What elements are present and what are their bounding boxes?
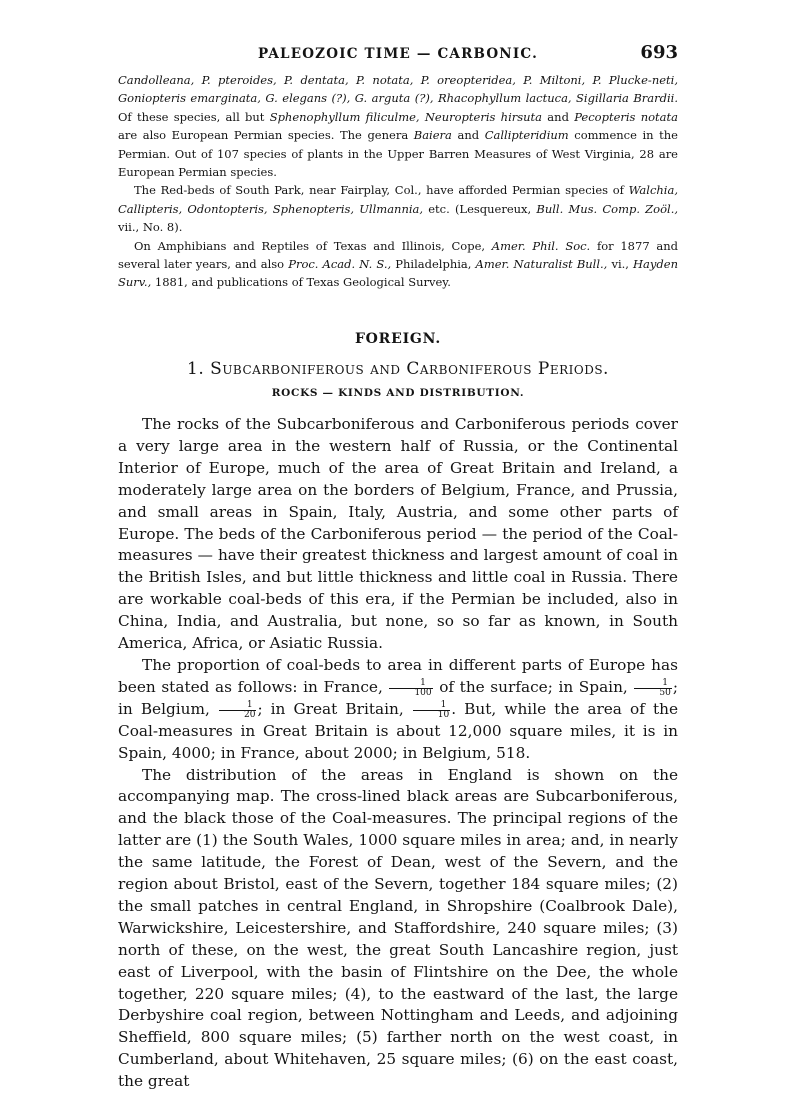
- fraction-denominator: 50: [634, 689, 671, 698]
- body-paragraph-distribution: The distribution of the areas in England is shown on the accompanying map. The cross-lined black areas are Subcarboniferous, and the black those of the Coal-measures. The principal regions of the latter are (1) the South Wales, 1000 square miles in area; and, in nearly the same latitude, the Forest of Dean, west of the Severn, and the region about Bristol, east of the Severn, together 184 square miles; (2) the small patches in central England, in Shropshire (Coalbrook Dale), Warwickshire, Leicestershire, and Staffordshire, 240 square miles; (3) north of these, on the west, the great South Lancashire region, just east of Liverpool, with the basin of Flintshire on the Dee, the whole together, 220 square miles; (4), to the eastward of the last, the large Derbyshire coal region, between Nottingham and Leeds, and adjoining Sheffield, 800 square miles; (5) farther north on the west coast, in Cumberland, about Whitehaven, 25 square miles; (6) on the east coast, the great: [118, 765, 678, 1093]
- text-run: etc. (Lesquereux,: [423, 202, 536, 216]
- running-title: PALEOZOIC TIME — CARBONIC.: [118, 46, 678, 62]
- running-header: [118, 42, 678, 64]
- text-run: commence in the Permian. Out of 107 species of plants in the Upper Barren Measures of West Virginia, 28 are European Permian species.: [118, 128, 678, 179]
- fraction: [219, 701, 256, 720]
- text-run: ; in Belgium,: [118, 678, 678, 718]
- italic-run: Sphenophyllum filiculme, Neuropteris hirsuta: [270, 110, 542, 124]
- italic-run: Hayden Surv.,: [118, 257, 678, 289]
- text-run: of the surface; in Spain,: [434, 678, 634, 696]
- footnote-paragraph-amphibians: [118, 237, 678, 292]
- page-number: 693: [640, 42, 678, 63]
- italic-run: Proc. Acad. N. S.,: [288, 257, 391, 271]
- text-run: are also European Permian species. The genera: [118, 128, 414, 142]
- italic-run: Bull. Mus. Comp. Zoöl.,: [536, 202, 678, 216]
- text-run: . But, while the area of the Coal-measures in Great Britain is about 12,000 square miles, it is in Spain, 4000; in France, about 2000; in Belgium, 518.: [118, 700, 678, 762]
- fraction-denominator: 20: [219, 711, 256, 720]
- italic-run: Amer. Naturalist Bull.,: [476, 257, 608, 271]
- fraction-numerator: 1: [634, 679, 671, 689]
- italic-run: Amer. Phil. Soc.: [492, 239, 590, 253]
- body-paragraph-rocks: The rocks of the Subcarboniferous and Carboniferous periods cover a very large area in the western half of Russia, or the Continental Interior of Europe, much of the area of Great Britain and Ireland, a moderately large area on the borders of Belgium, France, and Prussia, and small areas in Spain, Italy, Austria, and some other parts of Europe. The beds of the Carboniferous period — the period of the Coal-measures — have their greatest thickness and largest amount of coal in the British Isles, and but little thickness and little coal in Russia. There are workable coal-beds of this era, if the Permian be included, also in China, India, and Australia, but none, so so far as known, in South America, Africa, or Asiatic Russia.: [118, 414, 678, 655]
- fraction: [413, 701, 450, 720]
- text-run: 1881, and publications of Texas Geological Survey.: [151, 275, 451, 289]
- fraction-denominator: 10: [413, 711, 450, 720]
- main-text: [118, 414, 678, 1093]
- fraction: [389, 679, 432, 698]
- footnote-paragraph-red-beds: [118, 181, 678, 236]
- text-run: On Amphibians and Reptiles of Texas and Illinois, Cope,: [134, 239, 492, 253]
- text-run: for 1877 and several later years, and also: [118, 239, 678, 271]
- text-run: vi.,: [607, 257, 633, 271]
- text-run: The proportion of coal-beds to area in different parts of Europe has been stated as follows: in France,: [118, 656, 678, 696]
- fraction-numerator: 1: [219, 701, 256, 711]
- subheading: ROCKS — KINDS AND DISTRIBUTION.: [118, 387, 678, 399]
- text-run: Of these species, all but: [118, 110, 270, 124]
- footnote-block: [118, 71, 678, 292]
- italic-run: Callipteridium: [485, 128, 569, 142]
- fraction-numerator: 1: [413, 701, 450, 711]
- body-paragraph-proportion: [118, 655, 678, 765]
- italic-run: Baiera: [414, 128, 452, 142]
- text-run: ; in Great Britain,: [257, 700, 411, 718]
- section-title-foreign: FOREIGN.: [118, 331, 678, 347]
- italic-run: Pecopteris notata: [574, 110, 678, 124]
- text-run: and: [452, 128, 485, 142]
- text-run: and: [542, 110, 574, 124]
- fraction-denominator: 100: [389, 689, 432, 698]
- text-run: The Red-beds of South Park, near Fairplay, Col., have afforded Permian species of: [134, 183, 629, 197]
- species-list: Candolleana, P. pteroides, P. dentata, P. notata, P. oreopteridea, P. Miltoni, P. Plucke-neti, Goniopteris emarginata, G. elegans (?), G. arguta (?), Rhacophyllum lactuca, Sigillaria Brardii.: [118, 73, 678, 105]
- footnote-paragraph-species: [118, 71, 678, 181]
- italic-run: Walchia, Callipteris, Odontopteris, Sphenopteris, Ullmannia,: [118, 183, 678, 215]
- section-heading-block: [118, 331, 678, 399]
- text-run: vii., No. 8).: [118, 220, 182, 234]
- text-run: Philadelphia,: [391, 257, 475, 271]
- period-title: 1. Subcarboniferous and Carboniferous Periods.: [118, 359, 678, 379]
- fraction-numerator: 1: [389, 679, 432, 689]
- fraction: [634, 679, 671, 698]
